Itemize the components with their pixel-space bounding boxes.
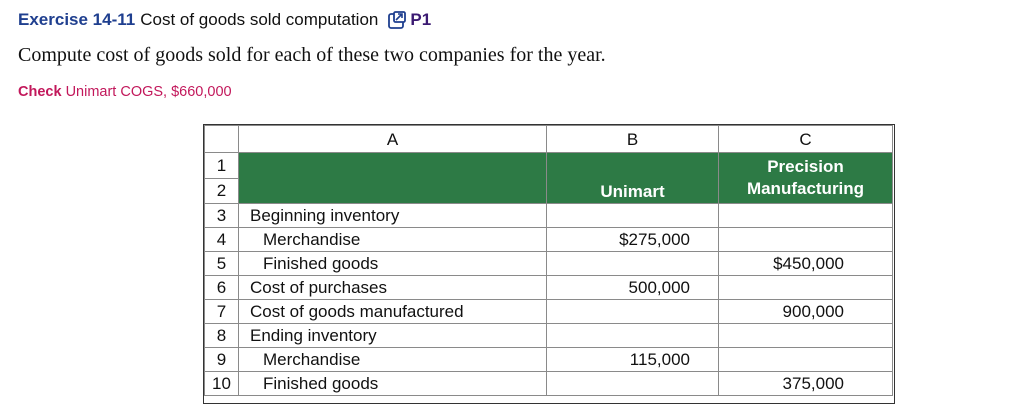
- unimart-value: [547, 204, 719, 228]
- row-number: 3: [205, 204, 239, 228]
- row-label: Finished goods: [239, 252, 547, 276]
- precision-value: [719, 348, 893, 372]
- row-label: Finished goods: [239, 372, 547, 396]
- instruction-text: Compute cost of goods sold for each of these two companies for the year.: [18, 44, 606, 66]
- unimart-value: [547, 252, 719, 276]
- table-row: [205, 300, 893, 324]
- table-row: [205, 252, 893, 276]
- precision-value: [719, 276, 893, 300]
- row-number: 4: [205, 228, 239, 252]
- column-header-row: [205, 126, 893, 153]
- row-label: Cost of purchases: [239, 276, 547, 300]
- row-number: 8: [205, 324, 239, 348]
- precision-value: [719, 324, 893, 348]
- column-header-a: A: [239, 126, 547, 153]
- table-row: [205, 372, 893, 396]
- unimart-heading: Unimart: [600, 182, 665, 201]
- spreadsheet: [204, 125, 893, 396]
- header-cell-precision: [719, 153, 893, 204]
- column-header-c: C: [719, 126, 893, 153]
- table-row: [205, 348, 893, 372]
- precision-value: [719, 204, 893, 228]
- exercise-number: Exercise 14-11: [18, 10, 136, 29]
- row-label: Merchandise: [239, 348, 547, 372]
- corner-cell: [205, 126, 239, 153]
- unimart-value: 115,000: [547, 348, 719, 372]
- header-cell-unimart: [547, 153, 719, 204]
- precision-heading-line2: Manufacturing: [746, 179, 865, 198]
- row-label: Merchandise: [239, 228, 547, 252]
- row-number: 1: [205, 153, 239, 179]
- row-number: 7: [205, 300, 239, 324]
- precision-heading-line1: Precision: [767, 157, 844, 176]
- unimart-value: $275,000: [547, 228, 719, 252]
- row-label: Cost of goods manufactured: [239, 300, 547, 324]
- external-link-icon[interactable]: [387, 10, 407, 30]
- check-label: Check: [18, 84, 62, 100]
- table-row: [205, 153, 893, 179]
- column-header-b: B: [547, 126, 719, 153]
- unimart-value: [547, 324, 719, 348]
- header-cell-a: [239, 153, 547, 204]
- unimart-value: [547, 372, 719, 396]
- row-label: Ending inventory: [239, 324, 547, 348]
- check-figure: [18, 84, 232, 100]
- learning-objective-tag: P1: [410, 10, 432, 29]
- unimart-value: [547, 300, 719, 324]
- exercise-title: Cost of goods sold computation: [140, 10, 379, 29]
- row-number: 9: [205, 348, 239, 372]
- unimart-value: 500,000: [547, 276, 719, 300]
- table-row: [205, 204, 893, 228]
- table-row: [205, 324, 893, 348]
- row-label: Beginning inventory: [239, 204, 547, 228]
- table-row: [205, 228, 893, 252]
- exercise-header: [18, 7, 431, 33]
- precision-value: $450,000: [719, 252, 893, 276]
- table-row: [205, 276, 893, 300]
- row-number: 10: [205, 372, 239, 396]
- check-value: Unimart COGS, $660,000: [65, 84, 232, 100]
- row-number: 2: [205, 178, 239, 204]
- row-number: 6: [205, 276, 239, 300]
- precision-value: 375,000: [719, 372, 893, 396]
- precision-value: [719, 228, 893, 252]
- row-number: 5: [205, 252, 239, 276]
- precision-value: 900,000: [719, 300, 893, 324]
